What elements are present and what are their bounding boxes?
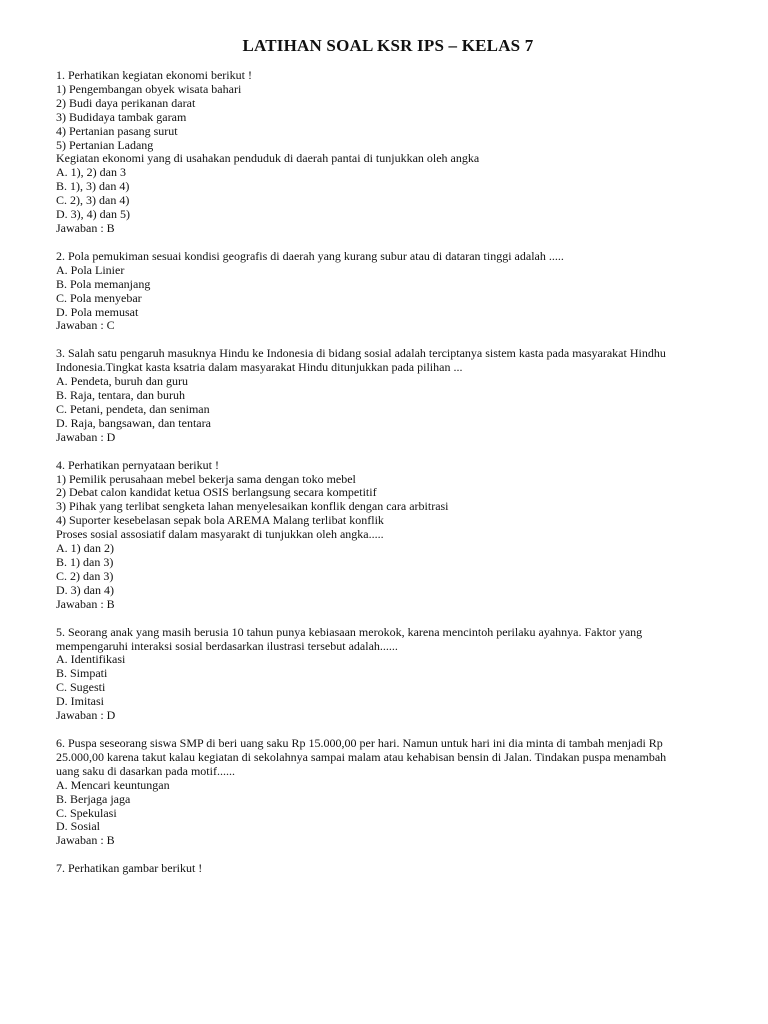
question-line: mempengaruhi interaksi sosial berdasarkan ilustrasi tersebut adalah...... <box>56 638 398 653</box>
question-text: 5. Seorang anak yang masih berusia 10 tahun punya kebiasaan merokok, karena mencintoh perilaku ayahnya. Faktor yang <box>56 624 643 639</box>
answer-option: D. 3) dan 4) <box>56 582 114 597</box>
answer-option: A. Mencari keuntungan <box>56 777 170 792</box>
question-7 <box>56 862 720 876</box>
question-4 <box>56 459 720 612</box>
question-1 <box>56 69 720 236</box>
question-line: Proses sosial assosiatif dalam masyarakt di tunjukkan oleh angka..... <box>56 527 384 542</box>
answer-option: A. 1) dan 2) <box>56 541 114 556</box>
answer-option: D. Raja, bangsawan, dan tentara <box>56 415 211 430</box>
answer-option: D. 3), 4) dan 5) <box>56 207 130 222</box>
statement-item: 4) Pertanian pasang surut <box>56 123 178 138</box>
question-text: 1. Perhatikan kegiatan ekonomi berikut ! <box>56 68 252 82</box>
statement-item: 2) Budi daya perikanan darat <box>56 95 196 110</box>
question-line: Kegiatan ekonomi yang di usahakan penduduk di daerah pantai di tunjukkan oleh angka <box>56 151 480 166</box>
answer-option: D. Imitasi <box>56 694 104 709</box>
answer-key: Jawaban : C <box>56 318 115 333</box>
question-text: 2. Pola pemukiman sesuai kondisi geografis di daerah yang kurang subur atau di dataran tinggi adalah ..... <box>56 248 564 263</box>
answer-key: Jawaban : B <box>56 220 115 235</box>
question-text: 3. Salah satu pengaruh masuknya Hindu ke Indonesia di bidang sosial adalah terciptanya sistem kasta pada masyarakat Hindhu <box>56 346 666 361</box>
answer-key: Jawaban : B <box>56 596 115 611</box>
question-6 <box>56 737 720 848</box>
answer-option: C. Pola menyebar <box>56 290 142 305</box>
question-line: Indonesia.Tingkat kasta ksatria dalam masyarakat Hindu ditunjukkan pada pilihan ... <box>56 360 463 375</box>
answer-option: A. 1), 2) dan 3 <box>56 165 126 180</box>
answer-option: A. Pola Linier <box>56 262 125 277</box>
question-text: 4. Perhatikan pernyataan berikut ! <box>56 457 219 472</box>
question-list <box>56 69 720 876</box>
question-2 <box>56 250 720 333</box>
statement-item: 1) Pemilik perusahaan mebel bekerja sama dengan toko mebel <box>56 471 356 486</box>
answer-option: C. 2) dan 3) <box>56 568 114 583</box>
answer-option: C. 2), 3) dan 4) <box>56 193 130 208</box>
answer-option: B. Berjaga jaga <box>56 791 131 806</box>
answer-option: B. Simpati <box>56 666 108 681</box>
answer-option: A. Identifikasi <box>56 652 126 667</box>
question-3 <box>56 347 720 444</box>
answer-option: B. 1), 3) dan 4) <box>56 179 130 194</box>
answer-key: Jawaban : D <box>56 708 116 723</box>
statement-item: 1) Pengembangan obyek wisata bahari <box>56 81 242 96</box>
question-text: 6. Puspa seseorang siswa SMP di beri uang saku Rp 15.000,00 per hari. Namun untuk hari ini dia minta di tambah menjadi Rp <box>56 735 663 750</box>
answer-option: C. Spekulasi <box>56 805 117 820</box>
answer-option: B. 1) dan 3) <box>56 555 114 569</box>
question-5 <box>56 626 720 723</box>
statement-item: 4) Suporter kesebelasan sepak bola AREMA Malang terlibat konflik <box>56 513 384 528</box>
answer-key: Jawaban : D <box>56 429 116 444</box>
statement-item: 3) Pihak yang terlibat sengketa lahan menyelesaikan konflik dengan cara arbitrasi <box>56 499 449 514</box>
document-title: LATIHAN SOAL KSR IPS – KELAS 7 <box>242 36 534 55</box>
statement-item: 3) Budidaya tambak garam <box>56 109 187 124</box>
statement-item: 5) Pertanian Ladang <box>56 137 154 152</box>
answer-option: B. Pola memanjang <box>56 276 151 291</box>
question-line: 25.000,00 karena takut kalau kegiatan di sekolahnya sampai malam atau kehabisan bensin di Jalan. Tindakan puspa menambah <box>56 749 667 764</box>
answer-option: C. Petani, pendeta, dan seniman <box>56 401 210 416</box>
answer-option: D. Sosial <box>56 819 101 834</box>
question-line: uang saku di dasarkan pada motif...... <box>56 763 235 778</box>
answer-option: A. Pendeta, buruh dan guru <box>56 374 188 389</box>
answer-option: B. Raja, tentara, dan buruh <box>56 388 185 403</box>
question-text: 7. Perhatikan gambar berikut ! <box>56 861 203 876</box>
answer-key: Jawaban : B <box>56 833 115 848</box>
answer-option: C. Sugesti <box>56 680 106 695</box>
answer-option: D. Pola memusat <box>56 304 139 319</box>
statement-item: 2) Debat calon kandidat ketua OSIS berlangsung secara kompetitif <box>56 485 377 500</box>
